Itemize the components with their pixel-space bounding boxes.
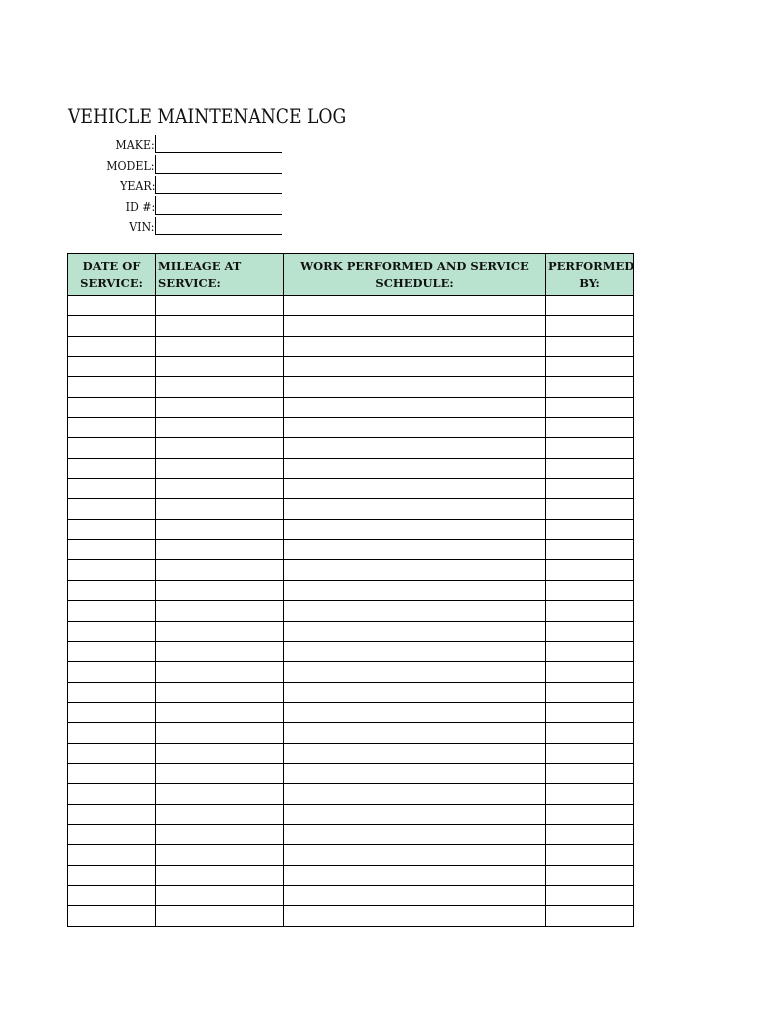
performed-by-cell[interactable] [546,458,634,478]
year-label: YEAR: [119,179,155,194]
date-cell[interactable] [68,743,156,763]
performed-by-cell[interactable] [546,824,634,844]
performed-by-cell[interactable] [546,601,634,621]
table-row [68,885,634,905]
date-cell[interactable] [68,397,156,417]
date-cell[interactable] [68,804,156,824]
date-cell[interactable] [68,824,156,844]
table-row [68,641,634,661]
work-cell[interactable] [284,519,546,539]
performed-by-cell[interactable] [546,906,634,926]
mileage-cell[interactable] [156,845,284,865]
date-cell[interactable] [68,458,156,478]
model-field[interactable] [155,155,282,173]
performed-by-cell[interactable] [546,377,634,397]
work-cell[interactable] [284,763,546,783]
work-cell[interactable] [284,296,546,316]
mileage-cell[interactable] [156,377,284,397]
mileage-cell[interactable] [156,418,284,438]
performed-by-cell[interactable] [546,763,634,783]
mileage-cell[interactable] [156,499,284,519]
mileage-cell[interactable] [156,296,284,316]
date-cell[interactable] [68,296,156,316]
performed-by-cell[interactable] [546,662,634,682]
performed-by-cell[interactable] [546,702,634,722]
performed-by-cell[interactable] [546,804,634,824]
mileage-cell[interactable] [156,336,284,356]
mileage-cell[interactable] [156,458,284,478]
date-cell[interactable] [68,479,156,499]
vehicle-info-block [68,134,282,236]
header-mileage-line1: MILEAGE AT [158,258,242,273]
table-row [68,560,634,580]
model-row [68,154,282,174]
table-row [68,743,634,763]
performed-by-cell[interactable] [546,438,634,458]
mileage-cell[interactable] [156,662,284,682]
date-cell[interactable] [68,845,156,865]
table-row [68,397,634,417]
model-label: MODEL: [106,158,155,173]
mileage-cell[interactable] [156,743,284,763]
performed-by-cell[interactable] [546,885,634,905]
table-row [68,499,634,519]
performed-by-cell[interactable] [546,336,634,356]
table-row [68,377,634,397]
date-cell[interactable] [68,519,156,539]
work-cell[interactable] [284,723,546,743]
work-cell[interactable] [284,682,546,702]
work-cell[interactable] [284,458,546,478]
table-row [68,804,634,824]
mileage-cell[interactable] [156,580,284,600]
performed-by-cell[interactable] [546,560,634,580]
header-work-performed [284,254,546,296]
table-row [68,336,634,356]
mileage-cell[interactable] [156,885,284,905]
performed-by-cell[interactable] [546,845,634,865]
mileage-cell[interactable] [156,641,284,661]
work-cell[interactable] [284,804,546,824]
date-cell[interactable] [68,560,156,580]
performed-by-cell[interactable] [546,723,634,743]
table-row [68,458,634,478]
date-cell[interactable] [68,438,156,458]
mileage-cell[interactable] [156,621,284,641]
performed-by-cell[interactable] [546,641,634,661]
date-cell[interactable] [68,336,156,356]
year-field[interactable] [155,176,282,194]
table-row [68,316,634,336]
year-row [68,175,282,195]
header-mileage-at-service [156,254,284,296]
header-mileage-line2: SERVICE: [158,275,221,290]
table-body [68,296,634,927]
date-cell[interactable] [68,865,156,885]
mileage-cell[interactable] [156,601,284,621]
mileage-cell[interactable] [156,438,284,458]
mileage-cell[interactable] [156,723,284,743]
table-row [68,296,634,316]
work-cell[interactable] [284,316,546,336]
table-row [68,702,634,722]
table-row [68,540,634,560]
work-cell[interactable] [284,885,546,905]
work-cell[interactable] [284,641,546,661]
table-row [68,763,634,783]
mileage-cell[interactable] [156,397,284,417]
table-row [68,845,634,865]
date-cell[interactable] [68,540,156,560]
work-cell[interactable] [284,499,546,519]
table-row [68,438,634,458]
work-cell[interactable] [284,601,546,621]
work-cell[interactable] [284,906,546,926]
work-cell[interactable] [284,377,546,397]
performed-by-cell[interactable] [546,580,634,600]
vin-label: VIN: [129,219,155,234]
header-performed-line2: BY: [579,275,600,290]
table-row [68,479,634,499]
table-row [68,601,634,621]
table-row [68,662,634,682]
header-date-line2: SERVICE: [80,275,143,290]
date-cell[interactable] [68,906,156,926]
work-cell[interactable] [284,845,546,865]
header-performed-line1: PERFORMED [548,258,635,273]
date-cell[interactable] [68,784,156,804]
table-row [68,621,634,641]
date-cell[interactable] [68,377,156,397]
id-row [68,195,282,215]
table-row [68,357,634,377]
performed-by-cell[interactable] [546,621,634,641]
work-cell[interactable] [284,662,546,682]
mileage-cell[interactable] [156,560,284,580]
performed-by-cell[interactable] [546,479,634,499]
header-work-line1: WORK PERFORMED AND SERVICE [300,258,529,273]
work-cell[interactable] [284,336,546,356]
date-cell[interactable] [68,763,156,783]
table-row [68,519,634,539]
mileage-cell[interactable] [156,316,284,336]
work-cell[interactable] [284,621,546,641]
table-row [68,865,634,885]
work-cell[interactable] [284,580,546,600]
performed-by-cell[interactable] [546,540,634,560]
performed-by-cell[interactable] [546,784,634,804]
header-date-line1: DATE OF [82,258,141,273]
table-row [68,723,634,743]
date-cell[interactable] [68,316,156,336]
table-row [68,580,634,600]
mileage-cell[interactable] [156,865,284,885]
table-header-row [68,254,634,296]
work-cell[interactable] [284,865,546,885]
performed-by-cell[interactable] [546,743,634,763]
table-row [68,784,634,804]
work-cell[interactable] [284,702,546,722]
performed-by-cell[interactable] [546,682,634,702]
performed-by-cell[interactable] [546,296,634,316]
date-cell[interactable] [68,662,156,682]
header-performed-by [546,254,634,296]
date-cell[interactable] [68,580,156,600]
vin-row [68,216,282,236]
page-title: VEHICLE MAINTENANCE LOG [68,104,347,128]
performed-by-cell[interactable] [546,397,634,417]
id-label: ID #: [125,199,155,214]
date-cell[interactable] [68,682,156,702]
make-label: MAKE: [115,138,155,153]
date-cell[interactable] [68,723,156,743]
make-field[interactable] [155,135,282,153]
table-row [68,418,634,438]
table-row [68,682,634,702]
mileage-cell[interactable] [156,479,284,499]
mileage-cell[interactable] [156,540,284,560]
work-cell[interactable] [284,357,546,377]
header-date-of-service [68,254,156,296]
date-cell[interactable] [68,885,156,905]
mileage-cell[interactable] [156,702,284,722]
make-row [68,134,282,154]
performed-by-cell[interactable] [546,865,634,885]
mileage-cell[interactable] [156,519,284,539]
mileage-cell[interactable] [156,906,284,926]
performed-by-cell[interactable] [546,418,634,438]
date-cell[interactable] [68,357,156,377]
mileage-cell[interactable] [156,784,284,804]
date-cell[interactable] [68,601,156,621]
mileage-cell[interactable] [156,824,284,844]
mileage-cell[interactable] [156,682,284,702]
date-cell[interactable] [68,641,156,661]
date-cell[interactable] [68,702,156,722]
performed-by-cell[interactable] [546,519,634,539]
date-cell[interactable] [68,621,156,641]
work-cell[interactable] [284,397,546,417]
work-cell[interactable] [284,479,546,499]
work-cell[interactable] [284,418,546,438]
work-cell[interactable] [284,784,546,804]
vin-field[interactable] [155,217,282,235]
performed-by-cell[interactable] [546,499,634,519]
maintenance-log-table [67,253,634,927]
date-cell[interactable] [68,499,156,519]
id-field[interactable] [155,196,282,214]
work-cell[interactable] [284,560,546,580]
table-row [68,824,634,844]
header-work-line2: SCHEDULE: [375,275,454,290]
date-cell[interactable] [68,418,156,438]
work-cell[interactable] [284,743,546,763]
performed-by-cell[interactable] [546,357,634,377]
performed-by-cell[interactable] [546,316,634,336]
table-row [68,906,634,926]
work-cell[interactable] [284,540,546,560]
work-cell[interactable] [284,438,546,458]
work-cell[interactable] [284,824,546,844]
mileage-cell[interactable] [156,763,284,783]
mileage-cell[interactable] [156,357,284,377]
mileage-cell[interactable] [156,804,284,824]
